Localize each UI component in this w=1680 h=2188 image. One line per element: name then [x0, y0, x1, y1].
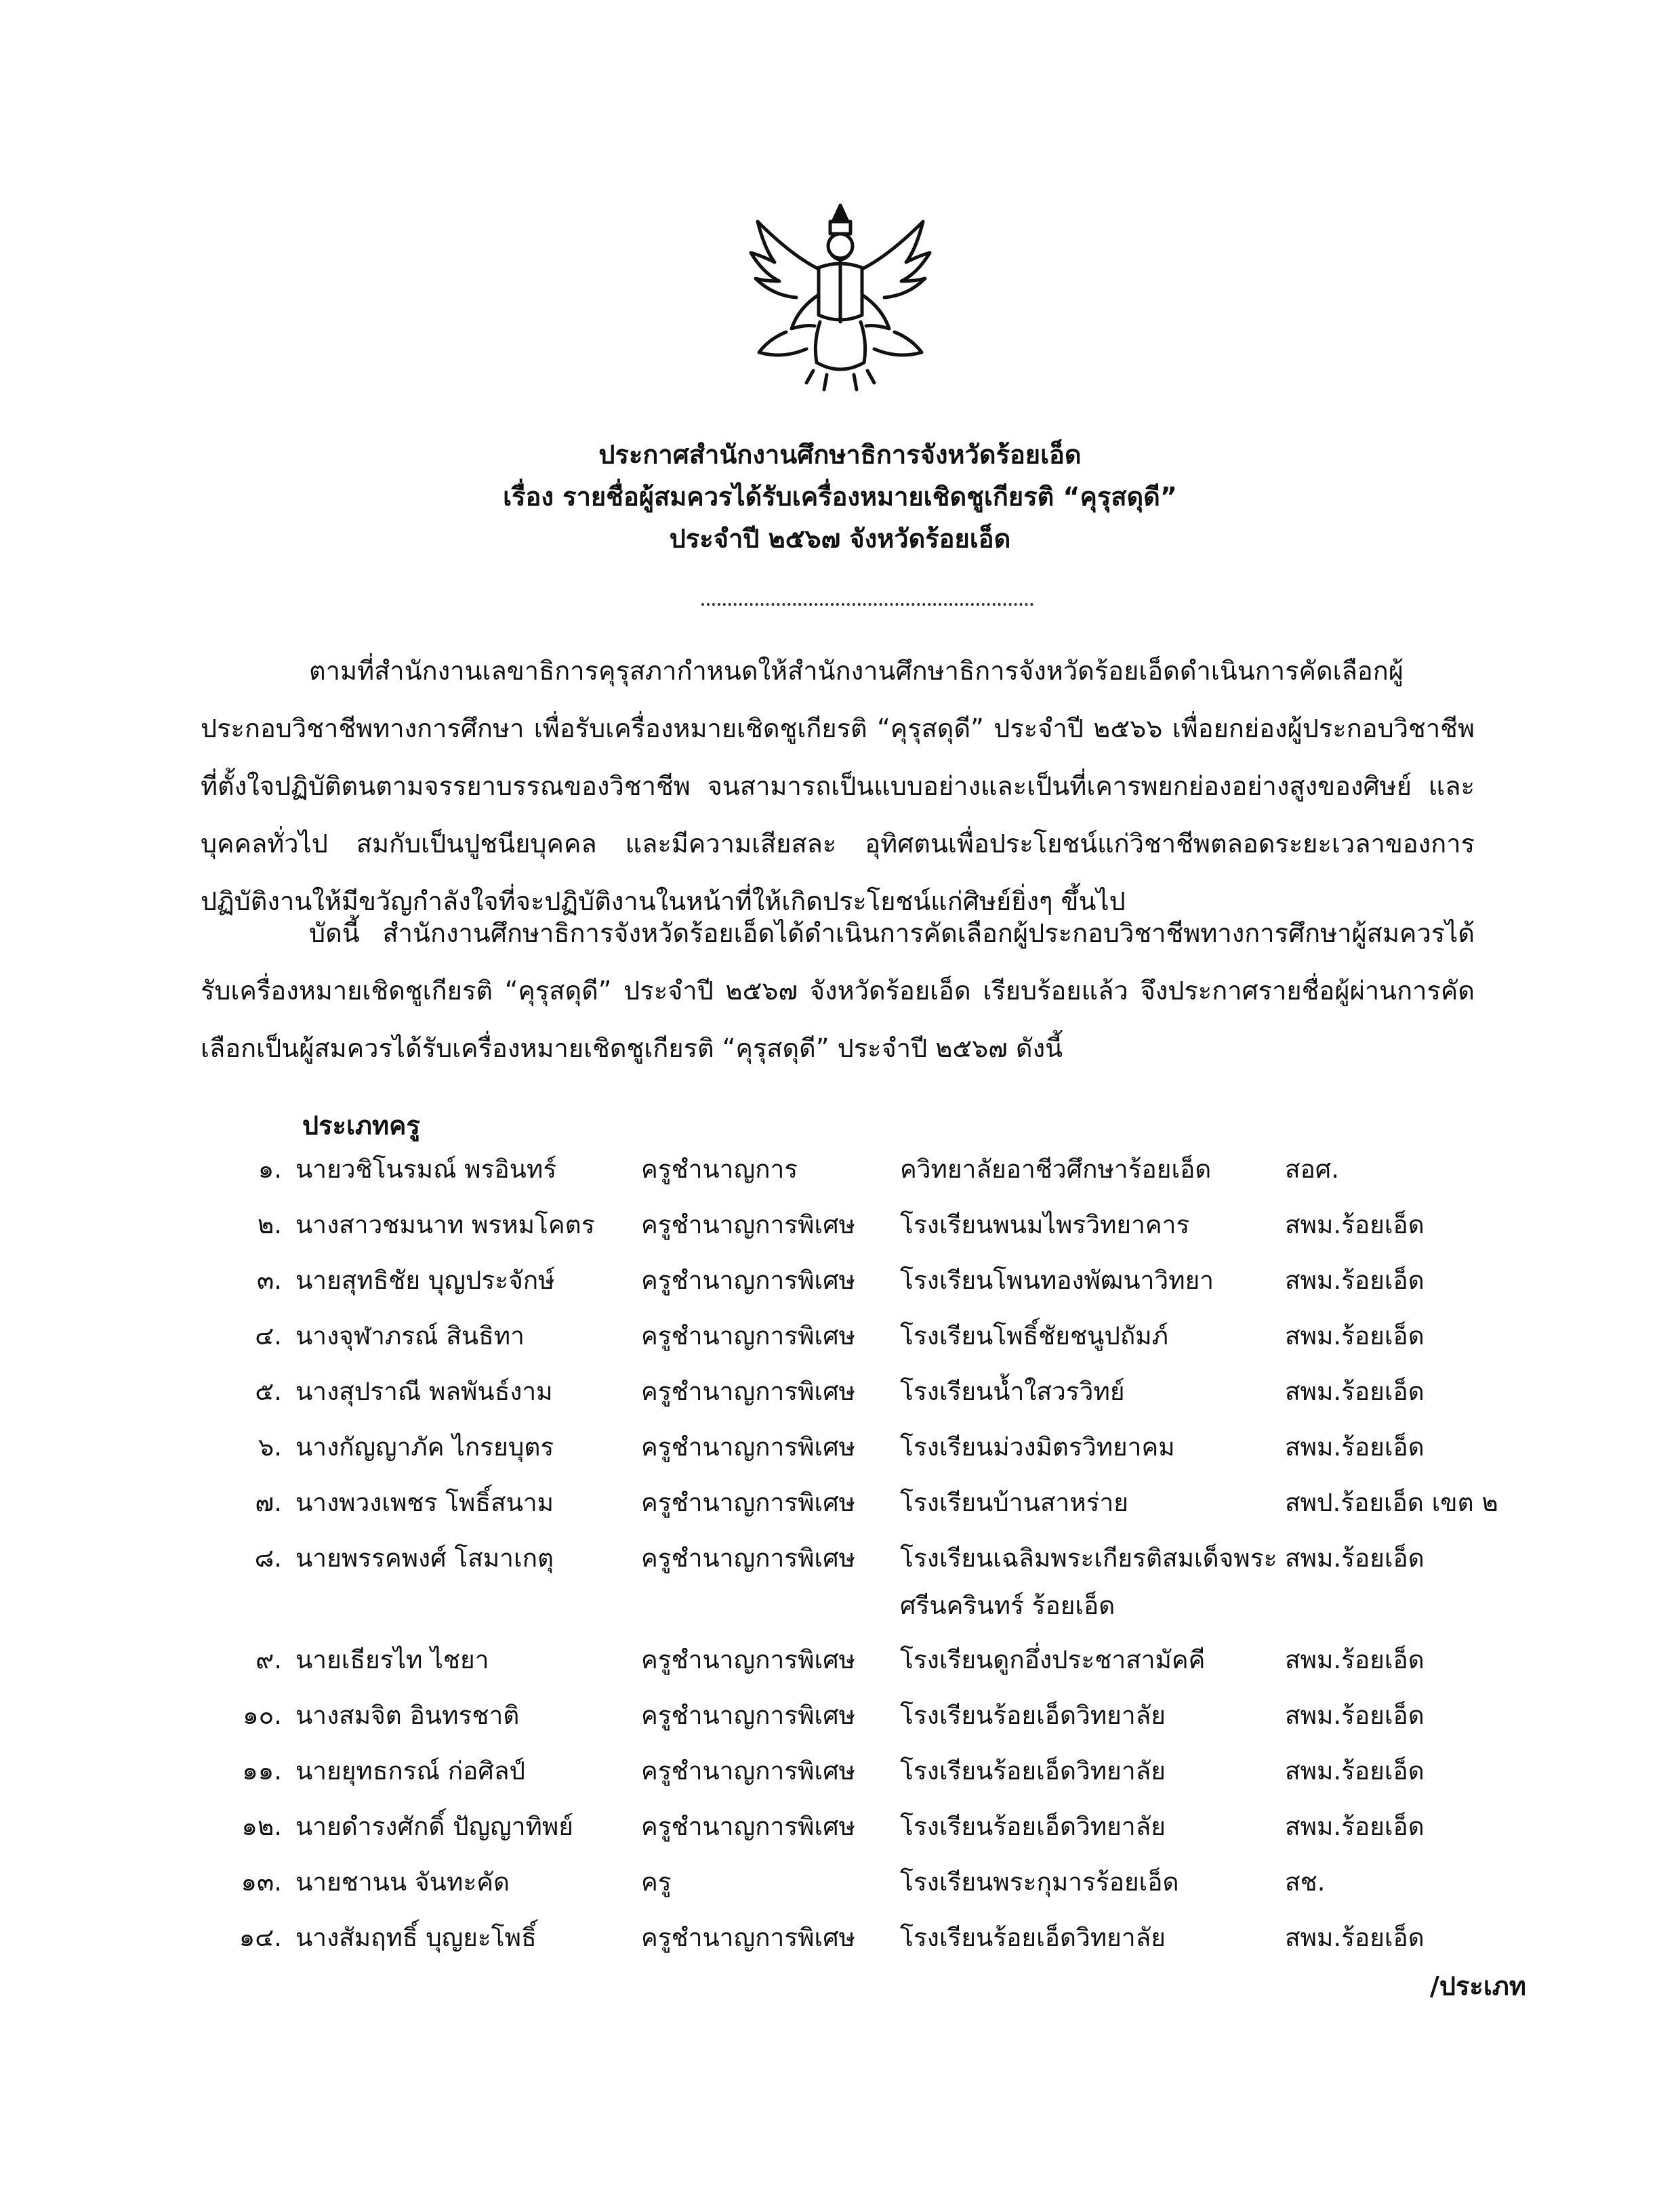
title-line-1: ประกาศสำนักงานศึกษาธิการจังหวัดร้อยเอ็ด — [598, 440, 1082, 470]
teacher-name: นายดำรงศักดิ์ ปัญญาทิพย์ — [295, 1812, 573, 1841]
item-number: ๙. — [255, 1645, 282, 1674]
teacher-name: นางสาวชมนาท พรหมโคตร — [295, 1210, 595, 1239]
item-number: ๑๓. — [241, 1867, 282, 1897]
teacher-position: ครูชำนาญการพิเศษ — [641, 1701, 856, 1730]
continuation-note: /ประเภท — [1430, 1971, 1526, 2001]
teacher-agency: สพม.ร้อยเอ็ด — [1285, 1544, 1425, 1573]
teacher-school: โรงเรียนโพธิ์ชัยชนูปถัมภ์ — [900, 1321, 1169, 1350]
teacher-position: ครู — [641, 1867, 672, 1897]
list-item — [201, 1688, 1488, 1743]
teacher-school: โรงเรียนพระกุมารร้อยเอ็ด — [900, 1867, 1179, 1897]
list-item — [201, 1855, 1488, 1910]
title-line-3: ประจำปี ๒๕๖๗ จังหวัดร้อยเอ็ด — [669, 524, 1011, 554]
teacher-position: ครูชำนาญการพิเศษ — [641, 1432, 856, 1462]
list-item — [201, 1253, 1488, 1308]
item-number: ๖. — [258, 1432, 282, 1462]
item-number: ๑. — [258, 1155, 282, 1184]
title-line-2: เรื่อง รายชื่อผู้สมควรได้รับเครื่องหมายเชิดชูเกียรติ “คุรุสดุดี” — [503, 482, 1177, 512]
teacher-name: นางจุฬาภรณ์ สินธิทา — [295, 1321, 525, 1350]
teacher-school: โรงเรียนร้อยเอ็ดวิทยาลัย — [900, 1923, 1166, 1952]
item-number: ๘. — [254, 1544, 282, 1573]
list-item — [201, 1632, 1488, 1688]
teacher-position: ครูชำนาญการพิเศษ — [641, 1321, 856, 1350]
teacher-school: โรงเรียนร้อยเอ็ดวิทยาลัย — [900, 1756, 1166, 1786]
item-number: ๑๐. — [243, 1701, 282, 1730]
teacher-agency: สพม.ร้อยเอ็ด — [1285, 1812, 1425, 1841]
item-number: ๒. — [257, 1210, 282, 1239]
teacher-name: นางกัญญาภัค ไกรยบุตร — [295, 1432, 554, 1462]
item-number: ๕. — [255, 1377, 282, 1406]
teacher-agency: สพม.ร้อยเอ็ด — [1285, 1923, 1425, 1952]
teacher-name: นางพวงเพชร โพธิ์สนาม — [295, 1488, 554, 1517]
teacher-name: นายวชิโนรมณ์ พรอินทร์ — [295, 1155, 557, 1184]
teacher-school: โรงเรียนบ้านสาหร่าย — [900, 1488, 1128, 1517]
teacher-name: นายพรรคพงศ์ โสมาเกตุ — [295, 1544, 554, 1573]
item-number: ๓. — [256, 1266, 282, 1295]
list-item — [201, 1475, 1498, 1531]
list-item — [201, 1142, 1488, 1197]
list-item — [201, 1910, 1488, 1966]
teacher-position: ครูชำนาญการ — [641, 1155, 798, 1184]
teacher-school: โรงเรียนพนมไพรวิทยาคาร — [900, 1210, 1190, 1239]
paragraph-2-text: บัดนี้ สำนักงานศึกษาธิการจังหวัดร้อยเอ็ดได้ดำเนินการคัดเลือกผู้ประกอบวิชาชีพทางการศึกษาผู้สมควรได้รับเครื่องหมายเชิดชูเกียรติ “คุรุสดุดี” ประจำปี ๒๕๖๗ จังหวัดร้อยเอ็ด เรียบร้อยแล้ว จึงประกาศรายชื่อผู้ผ่านการคัดเลือกเป็นผู้สมควรได้รับเครื่องหมายเชิดชูเกียรติ “คุรุสดุดี” ประจำปี ๒๕๖๗ ดังนี้ — [201, 918, 1475, 1063]
teacher-school: โรงเรียนม่วงมิตรวิทยาคม — [900, 1432, 1175, 1462]
teacher-agency: สพม.ร้อยเอ็ด — [1285, 1377, 1425, 1406]
teacher-agency: สพม.ร้อยเอ็ด — [1285, 1432, 1425, 1462]
teacher-name: นายสุทธิชัย บุญประจักษ์ — [295, 1266, 555, 1295]
teacher-position: ครูชำนาญการพิเศษ — [641, 1923, 856, 1952]
list-item — [201, 1420, 1488, 1475]
teacher-agency: สพป.ร้อยเอ็ด เขต ๒ — [1285, 1488, 1498, 1517]
teacher-position: ครูชำนาญการพิเศษ — [641, 1266, 856, 1295]
teacher-school: โรงเรียนน้ำใสวรวิทย์ — [900, 1377, 1125, 1406]
teacher-position: ครูชำนาญการพิเศษ — [641, 1488, 856, 1517]
teacher-name: นายเธียรไท ไชยา — [295, 1645, 489, 1674]
teacher-name: นายยุทธกรณ์ ก่อศิลป์ — [295, 1756, 526, 1786]
announcement-title — [0, 434, 1680, 560]
teacher-school: โรงเรียนเฉลิมพระเกียรติสมเด็จพระศรีนครินทร์ ร้อยเอ็ด — [900, 1544, 1277, 1620]
teacher-position: ครูชำนาญการพิเศษ — [641, 1544, 856, 1573]
teacher-agency: สอศ. — [1285, 1155, 1340, 1184]
teacher-school: โรงเรียนโพนทองพัฒนาวิทยา — [900, 1266, 1214, 1295]
paragraph-1-text: ตามที่สำนักงานเลขาธิการคุรุสภากำหนดให้สำนักงานศึกษาธิการจังหวัดร้อยเอ็ดดำเนินการคัดเลือกผู้ประกอบวิชาชีพทางการศึกษา เพื่อรับเครื่องหมายเชิดชูเกียรติ “คุรุสดุดี” ประจำปี ๒๕๖๖ เพื่อยกย่องผู้ประกอบวิชาชีพที่ตั้งใจปฏิบัติตนตามจรรยาบรรณของวิชาชีพ จนสามารถเป็นแบบอย่างและเป็นที่เคารพยกย่องอย่างสูงของศิษย์ และบุคคลทั่วไป สมกับเป็นปูชนียบุคคล และมีความเสียสละ อุทิศตนเพื่อประโยชน์แก่วิชาชีพตลอดระยะเวลาของการปฏิบัติงานให้มีขวัญกำลังใจที่จะปฏิบัติงานในหน้าที่ให้เกิดประโยชน์แก่ศิษย์ยิ่งๆ ขึ้นไป — [201, 656, 1475, 916]
teacher-school: โรงเรียนร้อยเอ็ดวิทยาลัย — [900, 1701, 1166, 1730]
teacher-list — [201, 1142, 1498, 1966]
teacher-name: นางสัมฤทธิ์ บุญยะโพธิ์ — [295, 1923, 537, 1952]
item-number: ๑๒. — [241, 1812, 282, 1841]
teacher-agency: สพม.ร้อยเอ็ด — [1285, 1701, 1425, 1730]
paragraph-2 — [201, 905, 1475, 1077]
list-item — [201, 1364, 1488, 1420]
dotted-divider — [701, 603, 1033, 606]
teacher-agency: สพม.ร้อยเอ็ด — [1285, 1266, 1425, 1295]
teacher-position: ครูชำนาญการพิเศษ — [641, 1812, 856, 1841]
item-number: ๑๑. — [242, 1756, 282, 1786]
list-item — [201, 1308, 1488, 1364]
garuda-emblem-icon — [739, 193, 942, 396]
list-item — [201, 1197, 1488, 1253]
list-item — [201, 1531, 1488, 1632]
list-item — [201, 1743, 1488, 1799]
teacher-name: นายชานน จันทะคัด — [295, 1867, 510, 1897]
teacher-school: โรงเรียนร้อยเอ็ดวิทยาลัย — [900, 1812, 1166, 1841]
item-number: ๔. — [255, 1321, 282, 1350]
list-item — [201, 1799, 1488, 1855]
teacher-position: ครูชำนาญการพิเศษ — [641, 1210, 856, 1239]
paragraph-1 — [201, 642, 1475, 930]
teacher-name: นางสมจิต อินทรชาติ — [295, 1701, 520, 1730]
teacher-agency: สพม.ร้อยเอ็ด — [1285, 1321, 1425, 1350]
teacher-name: นางสุปราณี พลพันธ์งาม — [295, 1377, 553, 1406]
teacher-position: ครูชำนาญการพิเศษ — [641, 1645, 856, 1674]
teacher-school: โรงเรียนดูกอึ่งประชาสามัคคี — [900, 1645, 1206, 1674]
teacher-agency: สพม.ร้อยเอ็ด — [1285, 1645, 1425, 1674]
teacher-agency: สพม.ร้อยเอ็ด — [1285, 1756, 1425, 1786]
item-number: ๑๔. — [239, 1923, 282, 1952]
teacher-agency: สช. — [1285, 1867, 1326, 1897]
teacher-school: ควิทยาลัยอาชีวศึกษาร้อยเอ็ด — [900, 1155, 1212, 1184]
teacher-position: ครูชำนาญการพิเศษ — [641, 1377, 856, 1406]
teacher-agency: สพม.ร้อยเอ็ด — [1285, 1210, 1425, 1239]
item-number: ๗. — [255, 1488, 282, 1517]
teacher-position: ครูชำนาญการพิเศษ — [641, 1756, 856, 1786]
section-title-teacher-category: ประเภทครู — [302, 1111, 420, 1140]
